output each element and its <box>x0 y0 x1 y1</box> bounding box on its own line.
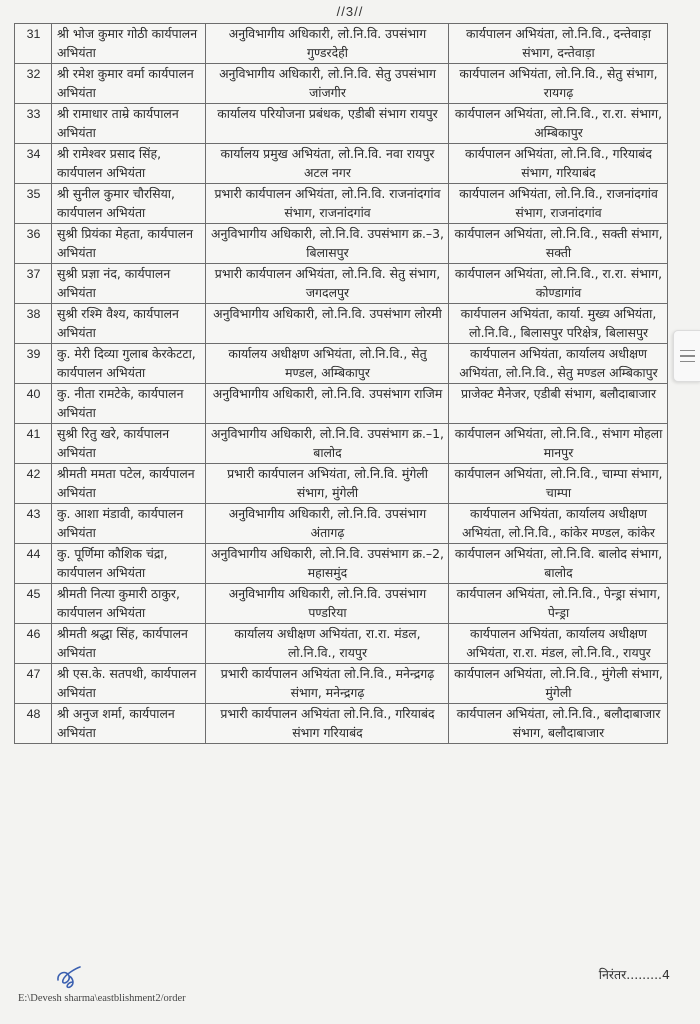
new-posting: कार्यपालन अभियंता, लो.नि.वि., दन्तेवाड़ा संभाग, दन्तेवाड़ा <box>449 24 668 64</box>
serial-number: 33 <box>15 104 52 144</box>
serial-number: 44 <box>15 544 52 584</box>
table-row <box>15 704 668 744</box>
table-row <box>15 24 668 64</box>
current-posting: प्रभारी कार्यपालन अभियंता, लो.नि.वि. सेतु संभाग, जगदलपुर <box>206 264 449 304</box>
menu-line <box>680 361 695 363</box>
new-posting: कार्यपालन अभियंता, लो.नि.वि., गरियाबंद संभाग, गरियाबंद <box>449 144 668 184</box>
current-posting: अनुविभागीय अधिकारी, लो.नि.वि. उपसंभाग क्र.–3, बिलासपुर <box>206 224 449 264</box>
serial-number: 40 <box>15 384 52 424</box>
table-body <box>15 24 668 744</box>
serial-number: 36 <box>15 224 52 264</box>
current-posting: प्रभारी कार्यपालन अभियंता, लो.नि.वि. राजनांदगांव संभाग, राजनांदगांव <box>206 184 449 224</box>
officer-name: श्रीमती श्रद्धा सिंह, कार्यपालन अभियंता <box>52 624 206 664</box>
table-row <box>15 144 668 184</box>
new-posting: कार्यपालन अभियंता, लो.नि.वि., रा.रा. संभाग, कोण्डागांव <box>449 264 668 304</box>
table-row <box>15 184 668 224</box>
page-marker: //3// <box>336 4 364 19</box>
table-row <box>15 304 668 344</box>
new-posting: कार्यपालन अभियंता, लो.नि.वि., सक्ती संभाग, सक्ती <box>449 224 668 264</box>
officer-name: श्री रामाधार ताम्रे कार्यपालन अभियंता <box>52 104 206 144</box>
new-posting: कार्यपालन अभियंता, लो.नि.वि., बलौदाबाजार संभाग, बलौदाबाजार <box>449 704 668 744</box>
officer-name: श्रीमती ममता पटेल, कार्यपालन अभियंता <box>52 464 206 504</box>
table-row <box>15 624 668 664</box>
officer-name: कु. मेरी दिव्या गुलाब केरकेटटा, कार्यपालन अभियंता <box>52 344 206 384</box>
current-posting: कार्यालय प्रमुख अभियंता, लो.नि.वि. नवा रायपुर अटल नगर <box>206 144 449 184</box>
new-posting: कार्यपालन अभियंता, लो.नि.वि., रा.रा. संभाग, अम्बिकापुर <box>449 104 668 144</box>
new-posting: कार्यपालन अभियंता, लो.नि.वि., पेन्ड्रा संभाग, पेन्ड्रा <box>449 584 668 624</box>
new-posting: प्राजेक्ट मैनेजर, एडीबी संभाग, बलौदाबाजार <box>449 384 668 424</box>
table-row <box>15 584 668 624</box>
file-path: E:\Devesh sharma\eastblishment2/order <box>18 993 186 1004</box>
new-posting: कार्यपालन अभियंता, लो.नि.वि. बालोद संभाग, बालोद <box>449 544 668 584</box>
table-row <box>15 504 668 544</box>
transfer-order-table <box>14 23 668 744</box>
table-row <box>15 344 668 384</box>
current-posting: कार्यालय परियोजना प्रबंधक, एडीबी संभाग रायपुर <box>206 104 449 144</box>
serial-number: 46 <box>15 624 52 664</box>
serial-number: 45 <box>15 584 52 624</box>
current-posting: अनुविभागीय अधिकारी, लो.नि.वि. सेतु उपसंभाग जांजगीर <box>206 64 449 104</box>
menu-lines-icon <box>680 350 695 352</box>
table-row <box>15 64 668 104</box>
current-posting: अनुविभागीय अधिकारी, लो.नि.वि. उपसंभाग पण्डरिया <box>206 584 449 624</box>
current-posting: अनुविभागीय अधिकारी, लो.नि.वि. उपसंभाग क्र.–2, महासमुंद <box>206 544 449 584</box>
current-posting: कार्यालय अधीक्षण अभियंता, रा.रा. मंडल, लो.नि.वि., रायपुर <box>206 624 449 664</box>
table-row <box>15 384 668 424</box>
current-posting: अनुविभागीय अधिकारी, लो.नि.वि. उपसंभाग लोरमी <box>206 304 449 344</box>
floating-menu-button[interactable] <box>673 330 700 382</box>
current-posting: अनुविभागीय अधिकारी, लो.नि.वि. उपसंभाग राजिम <box>206 384 449 424</box>
new-posting: कार्यपालन अभियंता, कार्यालय अधीक्षण अभियंता, लो.नि.वि., कांकेर मण्डल, कांकेर <box>449 504 668 544</box>
table-row <box>15 464 668 504</box>
current-posting: प्रभारी कार्यपालन अभियंता लो.नि.वि., गरियाबंद संभाग गरियाबंद <box>206 704 449 744</box>
current-posting: अनुविभागीय अधिकारी, लो.नि.वि. उपसंभाग अंतागढ़ <box>206 504 449 544</box>
new-posting: कार्यपालन अभियंता, लो.नि.वि., मुंगेली संभाग, मुंगेली <box>449 664 668 704</box>
serial-number: 35 <box>15 184 52 224</box>
officer-name: कु. आशा मंडावी, कार्यपालन अभियंता <box>52 504 206 544</box>
officer-name: श्री सुनील कुमार चौरसिया, कार्यपालन अभियंता <box>52 184 206 224</box>
table-row <box>15 224 668 264</box>
serial-number: 39 <box>15 344 52 384</box>
serial-number: 43 <box>15 504 52 544</box>
table-row <box>15 544 668 584</box>
serial-number: 42 <box>15 464 52 504</box>
officer-name: श्री रमेश कुमार वर्मा कार्यपालन अभियंता <box>52 64 206 104</box>
new-posting: कार्यपालन अभियंता, कार्यालय अधीक्षण अभियंता, रा.रा. मंडल, लो.नि.वि., रायपुर <box>449 624 668 664</box>
serial-number: 31 <box>15 24 52 64</box>
serial-number: 32 <box>15 64 52 104</box>
serial-number: 34 <box>15 144 52 184</box>
serial-number: 41 <box>15 424 52 464</box>
signature-initials <box>55 964 83 990</box>
new-posting: कार्यपालन अभियंता, लो.नि.वि., सेतु संभाग, रायगढ़ <box>449 64 668 104</box>
new-posting: कार्यपालन अभियंता, लो.नि.वि., राजनांदगांव संभाग, राजनांदगांव <box>449 184 668 224</box>
current-posting: प्रभारी कार्यपालन अभियंता, लो.नि.वि. मुंगेली संभाग, मुंगेली <box>206 464 449 504</box>
officer-name: कु. पूर्णिमा कौशिक चंद्रा, कार्यपालन अभियंता <box>52 544 206 584</box>
menu-line <box>680 355 695 357</box>
officer-name: सुश्री प्रज्ञा नंद, कार्यपालन अभियंता <box>52 264 206 304</box>
current-posting: कार्यालय अधीक्षण अभियंता, लो.नि.वि., सेतु मण्डल, अम्बिकापुर <box>206 344 449 384</box>
officer-name: श्री भोज कुमार गोठी कार्यपालन अभियंता <box>52 24 206 64</box>
officer-name: श्रीमती नित्या कुमारी ठाकुर, कार्यपालन अभियंता <box>52 584 206 624</box>
officer-name: श्री रामेश्वर प्रसाद सिंह, कार्यपालन अभियंता <box>52 144 206 184</box>
table-row <box>15 104 668 144</box>
officer-name: सुश्री रितु खरे, कार्यपालन अभियंता <box>52 424 206 464</box>
officer-name: श्री अनुज शर्मा, कार्यपालन अभियंता <box>52 704 206 744</box>
current-posting: अनुविभागीय अधिकारी, लो.नि.वि. उपसंभाग गुण्डरदेही <box>206 24 449 64</box>
current-posting: प्रभारी कार्यपालन अभियंता लो.नि.वि., मनेन्द्रगढ़ संभाग, मनेन्द्रगढ़ <box>206 664 449 704</box>
table-row <box>15 264 668 304</box>
serial-number: 47 <box>15 664 52 704</box>
new-posting: कार्यपालन अभियंता, लो.नि.वि., संभाग मोहला मानपुर <box>449 424 668 464</box>
new-posting: कार्यपालन अभियंता, कार्या. मुख्य अभियंता, लो.नि.वि., बिलासपुर परिक्षेत्र, बिलासपुर <box>449 304 668 344</box>
current-posting: अनुविभागीय अधिकारी, लो.नि.वि. उपसंभाग क्र.–1, बालोद <box>206 424 449 464</box>
officer-name: श्री एस.के. सतपथी, कार्यपालन अभियंता <box>52 664 206 704</box>
officer-name: सुश्री रश्मि वैश्य, कार्यपालन अभियंता <box>52 304 206 344</box>
new-posting: कार्यपालन अभियंता, कार्यालय अधीक्षण अभियंता, लो.नि.वि., सेतु मण्डल अम्बिकापुर <box>449 344 668 384</box>
table-row <box>15 664 668 704</box>
officer-name: सुश्री प्रियंका मेहता, कार्यपालन अभियंता <box>52 224 206 264</box>
new-posting: कार्यपालन अभियंता, लो.नि.वि., चाम्पा संभाग, चाम्पा <box>449 464 668 504</box>
serial-number: 38 <box>15 304 52 344</box>
table-row <box>15 424 668 464</box>
continued-note: निरंतर.........4 <box>598 967 670 982</box>
serial-number: 48 <box>15 704 52 744</box>
officer-name: कु. नीता रामटेके, कार्यपालन अभियंता <box>52 384 206 424</box>
serial-number: 37 <box>15 264 52 304</box>
